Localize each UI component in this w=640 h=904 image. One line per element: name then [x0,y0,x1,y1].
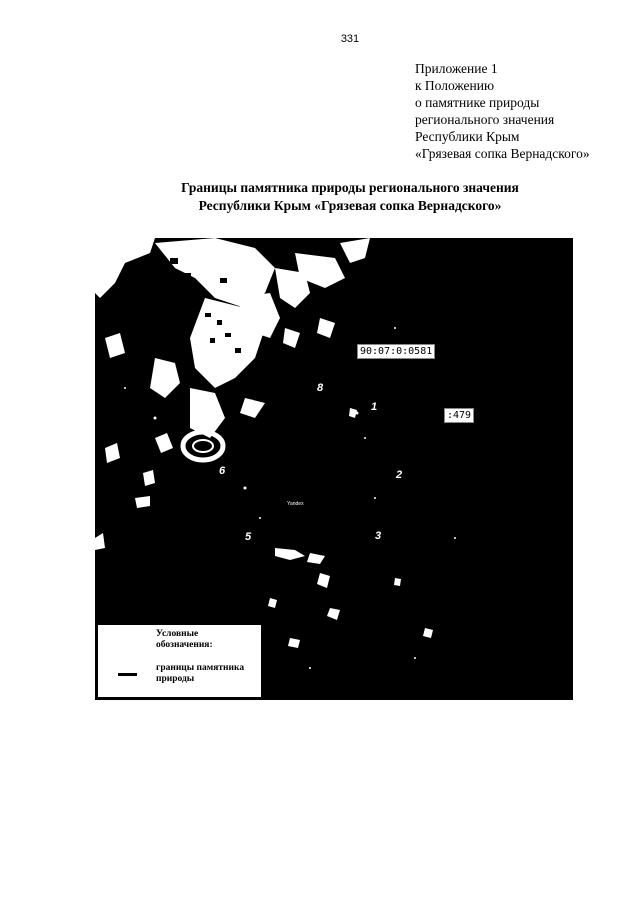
boundary-point-8: 8 [317,382,324,394]
appendix-line: регионального значения [415,112,555,127]
appendix-line: «Грязевая сопка Вернадского» [415,146,590,161]
boundary-line-symbol [118,673,137,676]
boundary-point-7: 7 [246,398,253,410]
satellite-map[interactable] [95,238,573,700]
legend-item-boundary: границы памятника природы [156,663,245,684]
boundary-point-3: 3 [375,530,382,542]
boundary-point-2: 2 [396,469,403,481]
document-title-line-2: Республики Крым «Грязевая сопка Вернадского» [198,198,502,213]
legend-title: Условные обозначения: [156,629,213,650]
boundary-point-6: 6 [219,465,226,477]
crater [183,432,223,460]
cadastral-number-label: 90:07:0:0581 [357,344,435,359]
boundary-point-4: 4 [314,554,321,566]
parcel-number-label: :479 [444,408,474,423]
boundary-point-5: 5 [245,531,252,543]
document-title-line-1: Границы памятника природы регионального значения [181,180,519,195]
appendix-line: о памятнике природы [415,95,540,110]
page-number: 331 [340,33,360,45]
boundary-point-1: 1 [371,401,378,413]
appendix-reference [415,60,590,162]
appendix-line: Приложение 1 [415,61,498,76]
map-watermark: Yandex [287,501,304,507]
map-legend [97,624,262,698]
appendix-line: к Положению [415,78,495,93]
appendix-line: Республики Крым [415,129,520,144]
